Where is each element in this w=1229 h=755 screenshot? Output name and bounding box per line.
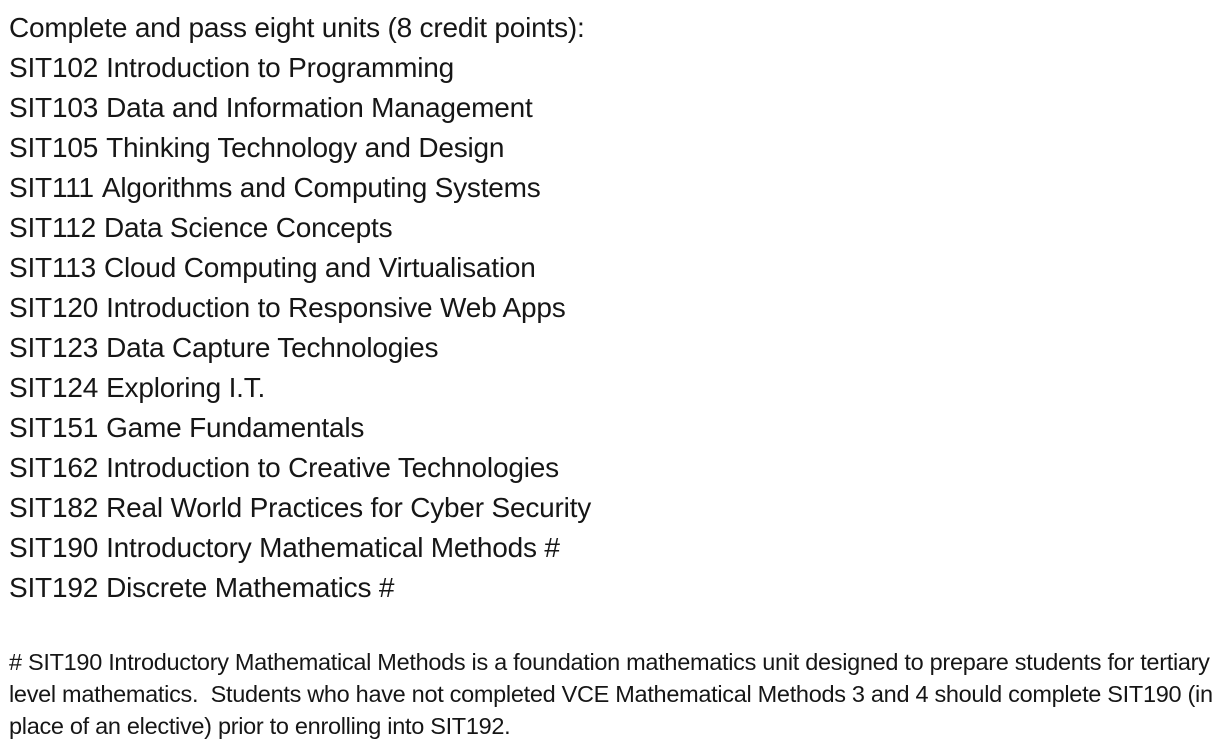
unit-line-sit102 [9,48,1221,88]
unit-code: SIT151 [9,412,99,443]
unit-title: Thinking Technology and Design [106,132,505,163]
unit-code: SIT190 [9,532,99,563]
unit-title: Exploring I.T. [106,372,266,403]
unit-code: SIT113 [9,252,96,283]
unit-title: Real World Practices for Cyber Security [106,492,592,523]
unit-code: SIT111 [9,172,94,203]
unit-line-sit112 [9,208,1221,248]
unit-code: SIT123 [9,332,99,363]
unit-line-sit162 [9,448,1221,488]
unit-line-sit151 [9,408,1221,448]
unit-line-sit124 [9,368,1221,408]
unit-code: SIT102 [9,52,99,83]
footnote-text: # SIT190 Introductory Mathematical Methods is a foundation mathematics unit designed to prepare students for tertiary level mathematics. Students who have not completed VCE Mathematical Methods 3 and 4 should complete SIT190 (in place of an elective) prior to enrolling into SIT192. [9,649,1219,739]
unit-code: SIT112 [9,212,96,243]
unit-list-block [9,8,1221,608]
unit-line-sit111 [9,168,1221,208]
unit-code: SIT182 [9,492,99,523]
unit-title: Discrete Mathematics # [106,572,395,603]
unit-title: Data Science Concepts [104,212,393,243]
unit-line-sit113 [9,248,1221,288]
unit-line-sit182 [9,488,1221,528]
unit-code: SIT103 [9,92,99,123]
unit-code: SIT192 [9,572,99,603]
unit-title: Data and Information Management [106,92,533,123]
unit-code: SIT105 [9,132,99,163]
unit-line-sit123 [9,328,1221,368]
unit-line-sit190 [9,528,1221,568]
unit-line-sit192 [9,568,1221,608]
unit-code: SIT162 [9,452,99,483]
unit-line-sit105 [9,128,1221,168]
unit-title: Algorithms and Computing Systems [101,172,541,203]
requirement-heading: Complete and pass eight units (8 credit points): [9,12,585,43]
unit-title: Introduction to Creative Technologies [106,452,559,483]
unit-title: Introduction to Responsive Web Apps [106,292,566,323]
unit-code: SIT124 [9,372,99,403]
unit-line-sit103 [9,88,1221,128]
unit-title: Introduction to Programming [106,52,454,83]
unit-title: Game Fundamentals [106,412,365,443]
unit-title: Introductory Mathematical Methods # [106,532,560,563]
unit-title: Data Capture Technologies [106,332,439,363]
unit-code: SIT120 [9,292,99,323]
document-page [9,8,1221,742]
unit-title: Cloud Computing and Virtualisation [104,252,536,283]
unit-line-sit120 [9,288,1221,328]
